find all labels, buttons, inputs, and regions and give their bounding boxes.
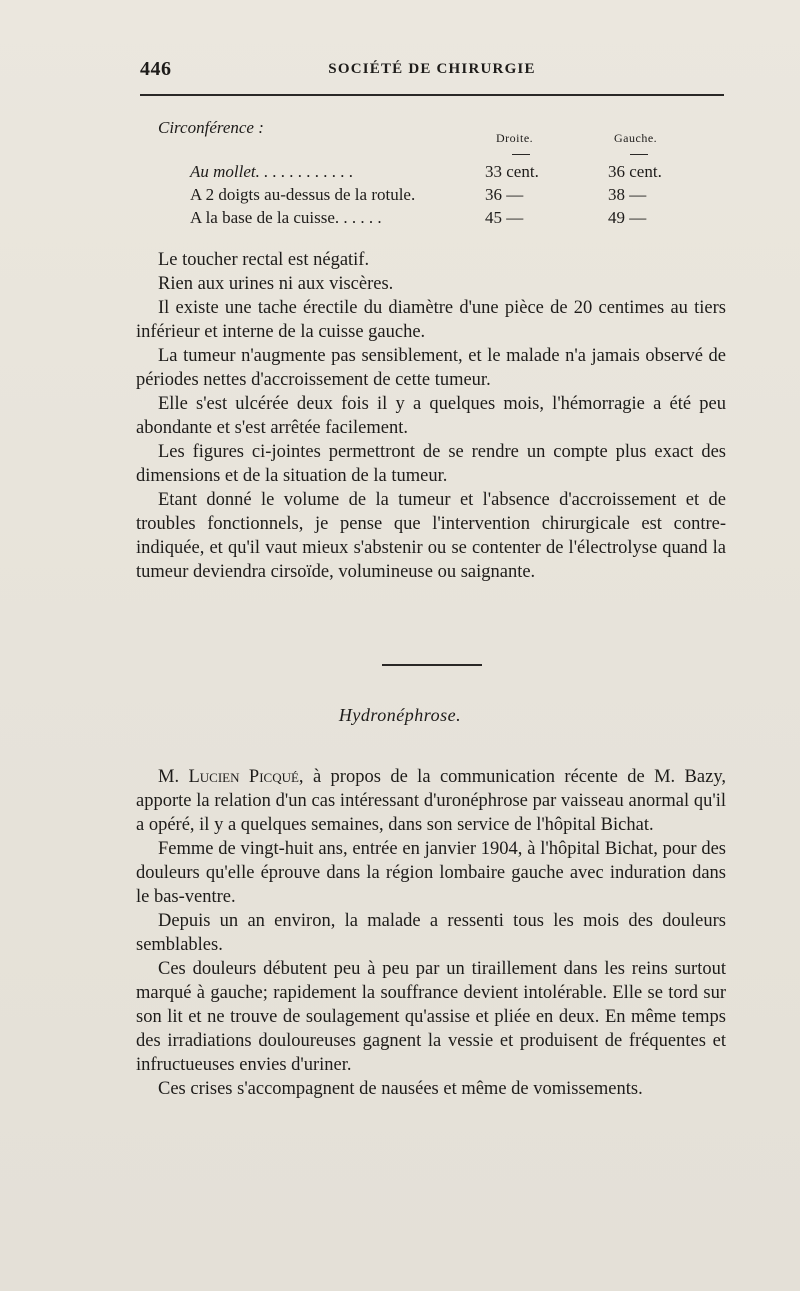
paragraph: Depuis un an environ, la malade a ressenti tous les mois des douleurs semblables.	[136, 911, 726, 955]
paragraph: Rien aux urines ni aux viscères.	[158, 274, 394, 294]
row-label: Au mollet. . . . . . . . . . . .	[190, 162, 354, 181]
body-text-bottom	[136, 765, 726, 1101]
paragraph: Etant donné le volume de la tumeur et l'absence d'accroissement et de troubles fonctionnels, je pense que l'intervention chirurgicale est contre-indiquée, et qu'il vaut mieux s'abstenir ou se contenter de l'électrolyse quand la tumeur deviendra cirsoïde, volumineuse ou saignante.	[136, 490, 726, 582]
row-value-left: 49 —	[608, 208, 647, 227]
paragraph-intro	[136, 765, 726, 837]
paragraph: Ces douleurs débutent peu à peu par un tiraillement dans les reins surtout marqué à gauche; rapidement la souffrance devient intolérable. Elle se tord sur son lit et ne trouve de soulagement qu'assise et pliée en deux. En même temps des irradiations douloureuses gagnent la vessie et produisent de fréquentes et infructueuses envies d'uriner.	[136, 959, 726, 1075]
paragraph: Le toucher rectal est négatif.	[158, 250, 370, 270]
author-name: Lucien Picqué	[188, 767, 299, 787]
header-rule	[140, 94, 724, 96]
row-label: A la base de la cuisse. . . . . .	[190, 208, 382, 227]
page-header	[140, 58, 724, 84]
page-number: 446	[140, 58, 172, 80]
table-title: Circonférence :	[158, 118, 264, 137]
section-separator	[382, 664, 482, 666]
paragraph: Il existe une tache érectile du diamètre d'une pièce de 20 centimes au tiers inférieur et interne de la cuisse gauche.	[136, 298, 726, 342]
column-header-left: Gauche.	[614, 131, 658, 145]
row-value-right: 36 —	[485, 185, 524, 204]
running-title: SOCIÉTÉ DE CHIRURGIE	[328, 61, 536, 77]
column-header-dash	[630, 154, 648, 155]
section-title: Hydronéphrose.	[338, 705, 462, 725]
table-row	[190, 162, 680, 186]
paragraph: Ces crises s'accompagnent de nausées et même de vomissements.	[158, 1079, 643, 1099]
table-row	[190, 208, 680, 232]
author-prefix: M.	[158, 767, 180, 787]
column-header-right: Droite.	[496, 131, 534, 145]
row-value-left: 36 cent.	[608, 162, 662, 181]
row-label: A 2 doigts au-dessus de la rotule.	[190, 185, 416, 204]
row-value-left: 38 —	[608, 185, 647, 204]
table-row	[190, 185, 680, 209]
body-text-top	[136, 248, 726, 584]
column-header-dash	[512, 154, 530, 155]
paragraph: Femme de vingt-huit ans, entrée en janvier 1904, à l'hôpital Bichat, pour des douleurs qu'elle éprouve dans la région lombaire gauche avec induration dans le bas-ventre.	[136, 839, 726, 907]
row-value-right: 45 —	[485, 208, 524, 227]
paragraph: Elle s'est ulcérée deux fois il y a quelques mois, l'hémorragie a été peu abondante et s'est arrêtée facilement.	[136, 394, 726, 438]
row-value-right: 33 cent.	[485, 162, 539, 181]
intro-text: , à propos de la communication récente de M. Bazy, apporte la relation d'un cas intéressant d'uronéphrose par vaisseau anormal qu'il a opéré, il y a quelques semaines, dans son service de l'hôpital Bichat.	[136, 767, 726, 835]
paragraph: La tumeur n'augmente pas sensiblement, et le malade n'a jamais observé de périodes nettes d'accroissement de cette tumeur.	[136, 346, 726, 390]
paragraph: Les figures ci-jointes permettront de se rendre un compte plus exact des dimensions et de la situation de la tumeur.	[136, 442, 726, 486]
